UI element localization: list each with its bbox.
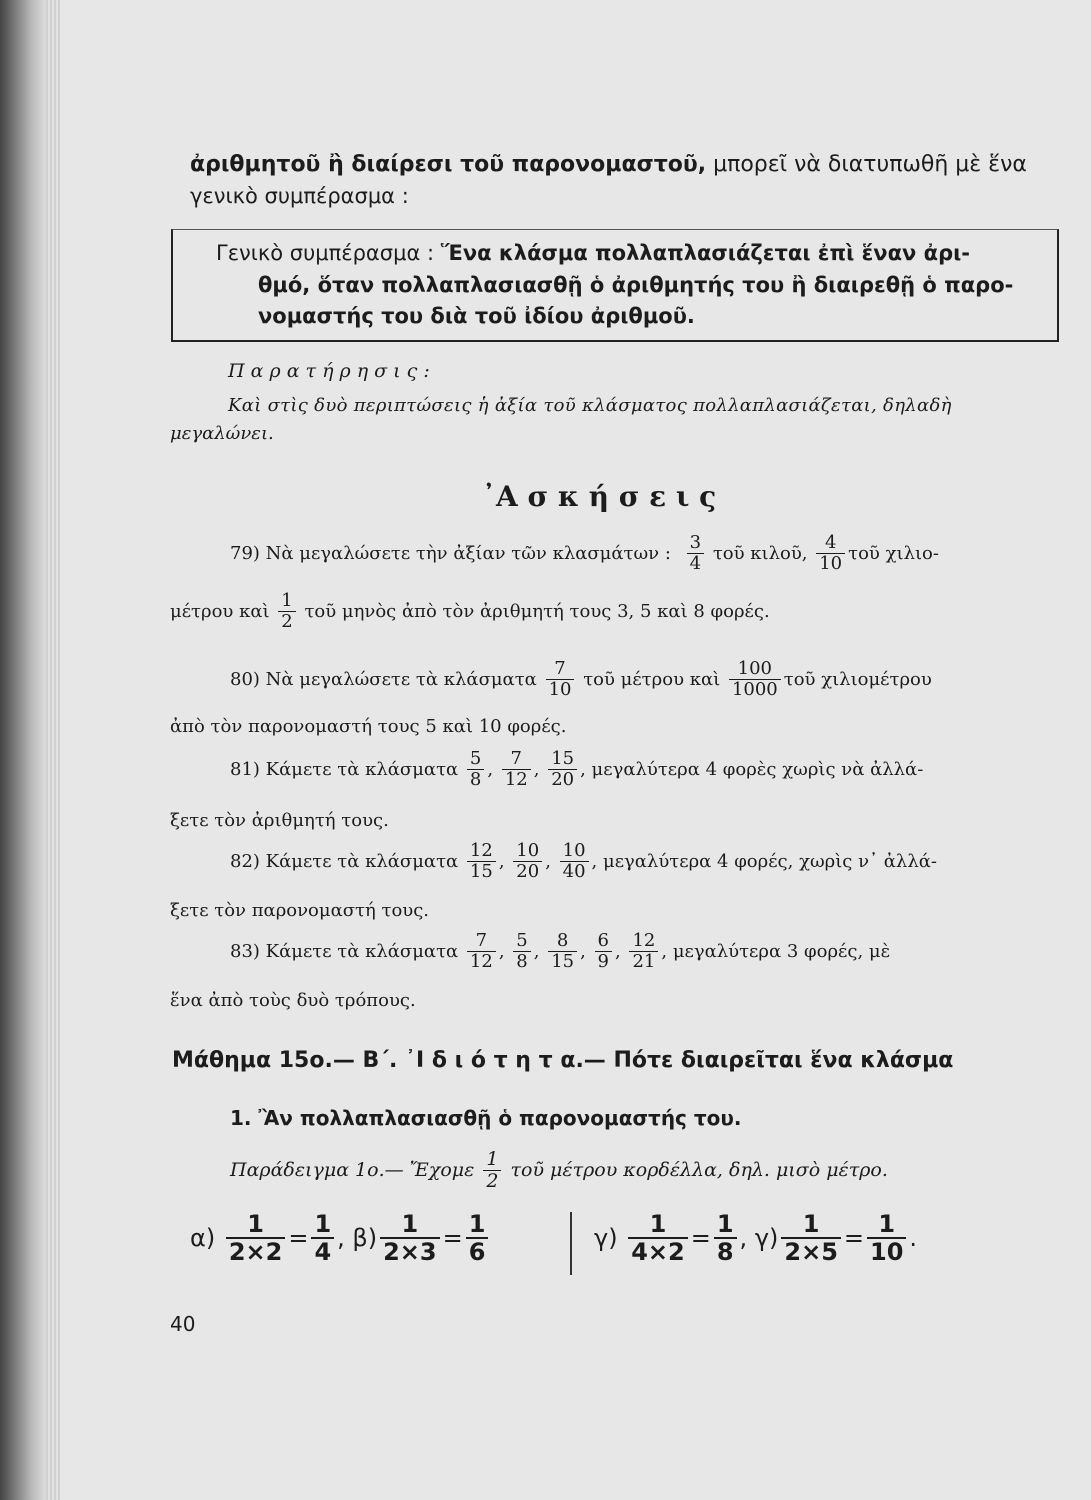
- eq-a-rhs: $\frac{1}{4}$: [311, 1212, 334, 1266]
- ex80-text-c: τοῦ χιλιομέτρου: [783, 668, 932, 690]
- example-label: Παράδειγμα 1ο.— Ἔχομε: [230, 1158, 475, 1181]
- intro-bold: ἀριθμητοῦ ἢ διαίρεσι τοῦ παρονομαστοῦ,: [190, 152, 707, 177]
- fraction-1-2: $\frac{1}{2}$: [483, 1150, 501, 1192]
- page-number: 40: [170, 1312, 196, 1336]
- label-b: β): [352, 1223, 378, 1252]
- exercise-82-line-2: ξετε τὸν παρονομαστή τους.: [170, 900, 430, 921]
- example-line: [230, 1150, 888, 1192]
- ex79-line2-b: τοῦ μηνὸς ἀπὸ τὸν ἀριθμητή τους 3, 5 καὶ 8 φορές.: [304, 600, 770, 622]
- eq-c-lhs: $\frac{1}{4\times 2}$: [628, 1212, 688, 1266]
- ex79-line2-a: μέτρου καὶ: [170, 600, 270, 622]
- eq-b-rhs: $\frac{1}{6}$: [466, 1212, 489, 1266]
- ex83-text-b: μεγαλύτερα 3 φορές, μὲ: [672, 940, 891, 962]
- fraction: $\frac{10}{20}$: [513, 842, 542, 882]
- fraction: $\frac{6}{9}$: [595, 932, 612, 972]
- label-d: γ): [754, 1223, 779, 1252]
- fraction: $\frac{10}{40}$: [560, 842, 589, 882]
- fraction: $\frac{5}{8}$: [513, 932, 530, 972]
- ex82-text-b: μεγαλύτερα 4 φορές, χωρὶς ν᾿ ἀλλά-: [603, 850, 937, 872]
- conclusion-line-2: θμό, ὅταν πολλαπλασιασθῇ ὁ ἀριθμητής του ἢ διαιρεθῇ ὁ παρο-: [258, 273, 1014, 297]
- exercise-80-line-2: ἀπὸ τὸν παρονομαστή τους 5 καὶ 10 φορές.: [170, 716, 567, 737]
- intro-line-2: γενικὸ συμπέρασμα :: [190, 184, 409, 208]
- fraction-7-10: $\frac{7}{10}$: [546, 660, 575, 700]
- fraction: $\frac{15}{20}$: [548, 750, 577, 790]
- intro-rest: μπορεῖ νὰ διατυπωθῆ μὲ ἕνα: [713, 152, 1027, 177]
- lesson-subtitle: 1. Ἂν πολλαπλασιασθῇ ὁ παρονομαστής του.: [230, 1106, 742, 1130]
- fraction-100-1000: $\frac{100}{1000}$: [729, 660, 781, 700]
- exercise-79-line-2: [170, 592, 770, 632]
- exercise-82-line-1: 82) Κάμετε τὰ κλάσματα $\frac{12}{15}$ , $\frac{10}{20}$ , $\frac{10}{40}$ , μεγαλύτερα 4 φορές, χωρὶς ν᾿ ἀλλά-: [230, 840, 937, 882]
- exercise-83-line-2: ἕνα ἀπὸ τοὺς δυὸ τρόπους.: [170, 990, 416, 1011]
- label-a: α): [190, 1223, 216, 1252]
- fraction: $\frac{5}{8}$: [467, 750, 484, 790]
- conclusion-text-1: Ἕνα κλάσμα πολλαπλασιάζεται ἐπὶ ἕναν ἀρι-: [440, 241, 970, 265]
- equation-divider: [570, 1212, 572, 1275]
- ex79-text-a: 79) Νὰ μεγαλώσετε τὴν ἀξίαν τῶν κλασμάτων :: [230, 542, 671, 564]
- ex79-text-c: τοῦ χιλιο-: [848, 542, 939, 564]
- exercise-83-line-1: 83) Κάμετε τὰ κλάσματα $\frac{7}{12}$ , $\frac{5}{8}$ , $\frac{8}{15}$ , $\frac{6}{9}$ , $\frac{12}{21}$ , μεγαλύτερα 3 φορές, μὲ: [230, 930, 891, 972]
- eq-c-rhs: $\frac{1}{8}$: [714, 1212, 737, 1266]
- eq-d-rhs: $\frac{1}{10}$: [867, 1212, 906, 1266]
- fraction: $\frac{7}{12}$: [467, 932, 496, 972]
- ex82-text-a: 82) Κάμετε τὰ κλάσματα: [230, 850, 459, 872]
- book-binding-shadow: [0, 0, 46, 1500]
- ex81-text-b: μεγαλύτερα 4 φορὲς χωρὶς νὰ ἀλλά-: [591, 758, 924, 780]
- exercises-heading: ᾿Α σ κ ή σ ε ι ς: [482, 480, 717, 513]
- intro-line-1: [190, 152, 1027, 177]
- exercise-79-line-1: [230, 534, 939, 574]
- remark-line-1: Καὶ στὶς δυὸ περιπτώσεις ἡ ἀξία τοῦ κλάσματος πολλαπλασιάζεται, δηλαδὴ: [228, 395, 952, 416]
- eq-b-lhs: $\frac{1}{2\times 3}$: [380, 1212, 440, 1266]
- ex80-text-a: 80) Νὰ μεγαλώσετε τὰ κλάσματα: [230, 668, 537, 690]
- label-c: γ): [594, 1223, 618, 1252]
- equation-c-d: γ) $\frac{1}{4\times 2}$ = $\frac{1}{8}$ , γ) $\frac{1}{2\times 5}$ = $\frac{1}{10}$ .: [594, 1210, 918, 1267]
- eq-d-lhs: $\frac{1}{2\times 5}$: [781, 1212, 841, 1266]
- fraction: $\frac{12}{15}$: [467, 842, 496, 882]
- equation-a-b: α) $\frac{1}{2\times 2}$ = $\frac{1}{4}$ , β) $\frac{1}{2\times 3}$ = $\frac{1}{6}$: [190, 1212, 491, 1266]
- remark-title: Π α ρ α τ ή ρ η σ ι ς :: [228, 360, 430, 382]
- example-rest: τοῦ μέτρου κορδέλλα, δηλ. μισὸ μέτρο.: [510, 1158, 888, 1181]
- ex81-text-a: 81) Κάμετε τὰ κλάσματα: [230, 758, 459, 780]
- fraction-1-2: $\frac{1}{2}$: [278, 592, 295, 632]
- exercise-81-line-2: ξετε τὸν ἀριθμητή τους.: [170, 810, 389, 831]
- lesson-title: Μάθημα 15ο.— Β΄. ᾿Ι δ ι ό τ η τ α.— Πότε διαιρεῖται ἕνα κλάσμα: [172, 1048, 954, 1073]
- exercise-80-line-1: [230, 660, 932, 700]
- eq-a-lhs: $\frac{1}{2\times 2}$: [226, 1212, 286, 1266]
- page-stack-edge: [46, 0, 60, 1500]
- fraction: $\frac{7}{12}$: [502, 750, 531, 790]
- exercise-81-line-1: 81) Κάμετε τὰ κλάσματα $\frac{5}{8}$ , $\frac{7}{12}$ , $\frac{15}{20}$ , μεγαλύτερα 4 φορὲς χωρὶς νὰ ἀλλά-: [230, 748, 924, 790]
- fraction-4-10: $\frac{4}{10}$: [816, 534, 845, 574]
- fraction: $\frac{12}{21}$: [629, 932, 658, 972]
- conclusion-label: Γενικὸ συμπέρασμα :: [216, 241, 435, 265]
- ex80-text-b: τοῦ μέτρου καὶ: [583, 668, 721, 690]
- conclusion-line-1: [216, 241, 970, 265]
- remark-line-2: μεγαλώνει.: [170, 423, 274, 444]
- conclusion-line-3: νομαστής του διὰ τοῦ ἰδίου ἀριθμοῦ.: [258, 304, 695, 328]
- fraction-3-4: $\frac{3}{4}$: [687, 534, 704, 574]
- fraction: $\frac{8}{15}$: [548, 932, 577, 972]
- ex83-text-a: 83) Κάμετε τὰ κλάσματα: [230, 940, 459, 962]
- ex79-text-b: τοῦ κιλοῦ,: [712, 542, 808, 564]
